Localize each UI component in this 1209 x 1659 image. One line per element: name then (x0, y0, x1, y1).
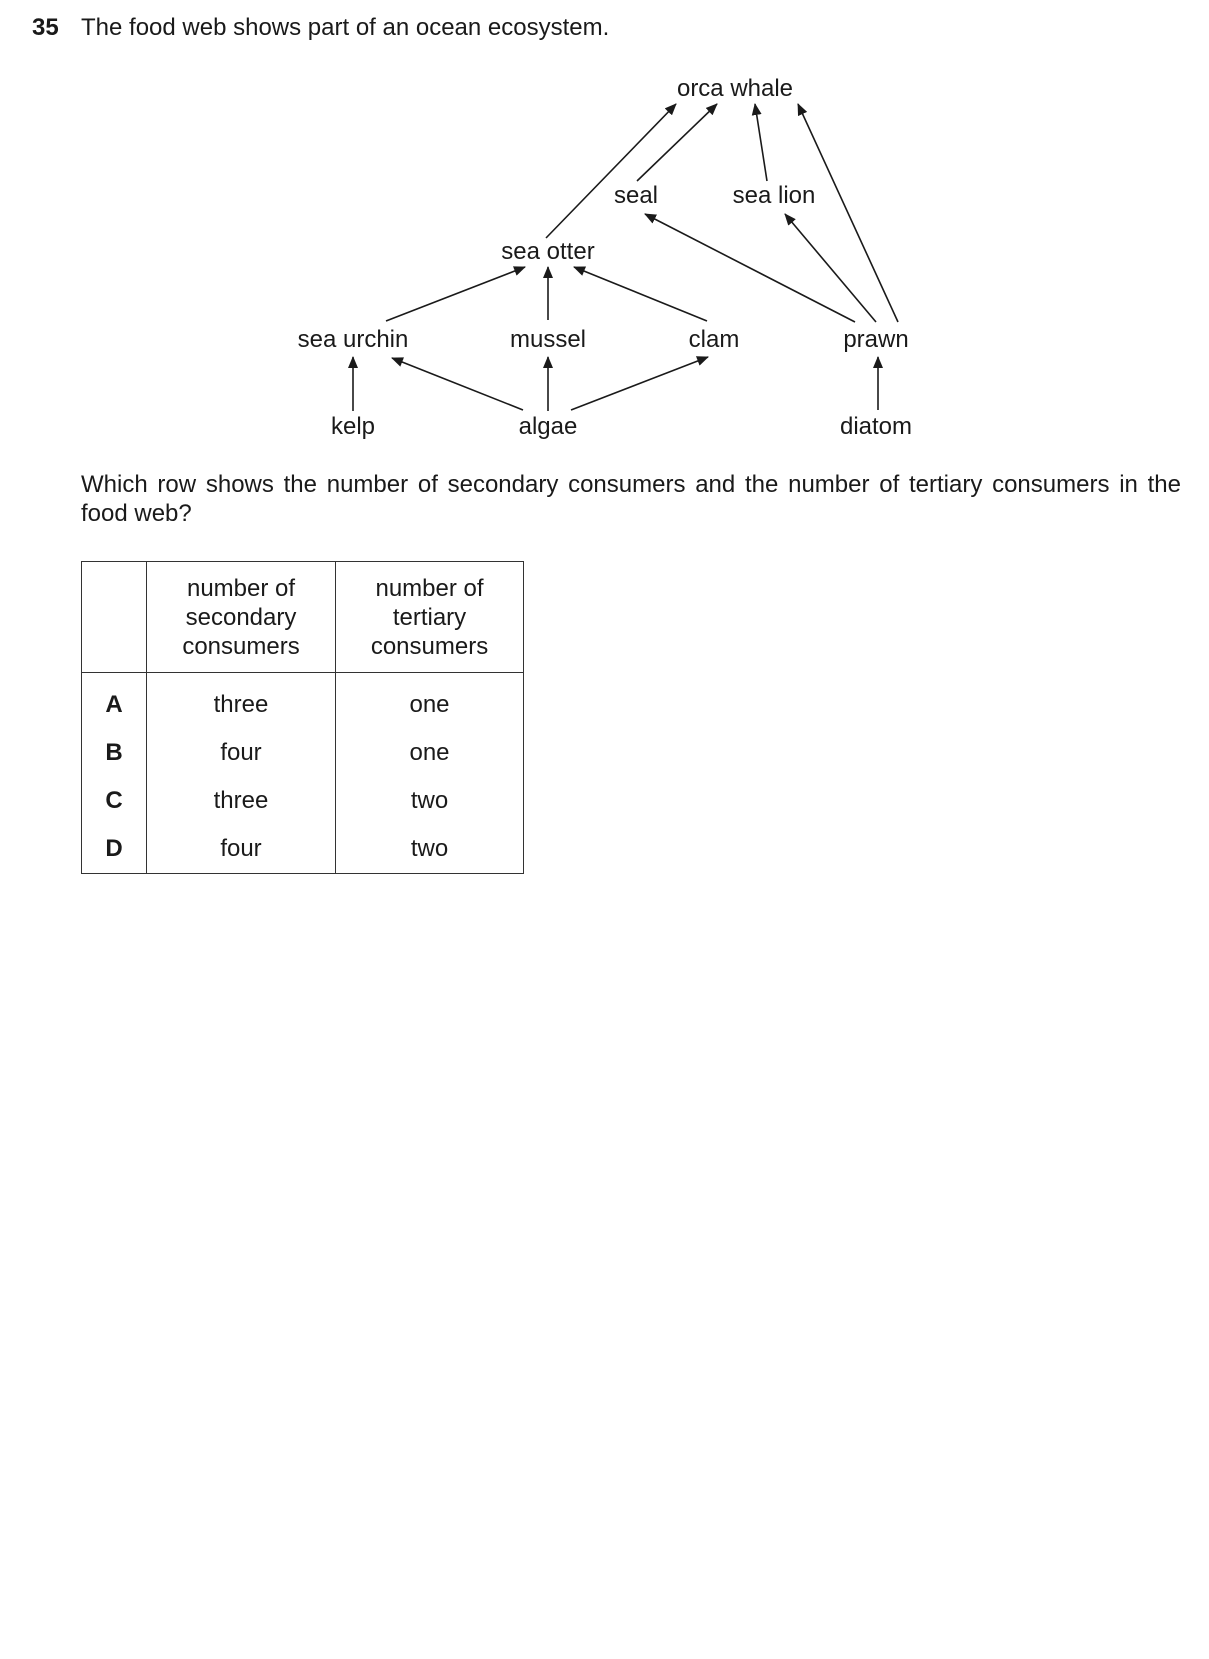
tertiary-count: two (336, 777, 524, 825)
arrow-clam-to-sea-otter (574, 267, 707, 321)
organism-prawn: prawn (843, 326, 909, 353)
organism-diatom: diatom (839, 413, 913, 440)
header-line: consumers (182, 632, 300, 660)
organism-sea-otter: sea otter (501, 238, 595, 265)
header-line: tertiary (392, 603, 467, 631)
header-line: number of (375, 574, 484, 602)
tertiary-count: two (336, 825, 524, 874)
option-letter: D (82, 825, 147, 874)
answer-table (81, 561, 524, 874)
organism-mussel: mussel (509, 326, 587, 353)
arrow-sea-otter-to-orca-whale (546, 104, 676, 238)
tertiary-count: one (336, 729, 524, 777)
organism-sea-urchin: sea urchin (297, 326, 409, 353)
answer-row-a (82, 673, 524, 730)
secondary-count: three (147, 673, 336, 730)
food-web-labels (298, 75, 912, 440)
secondary-count: three (147, 777, 336, 825)
header-line: number of (186, 574, 296, 602)
option-letter: A (82, 673, 147, 730)
arrow-seal-to-orca-whale (637, 104, 717, 181)
answer-row-d (82, 825, 524, 874)
tertiary-count: one (336, 673, 524, 730)
arrow-algae-to-clam (571, 357, 708, 410)
option-letter: C (82, 777, 147, 825)
arrow-algae-to-sea-urchin (392, 358, 523, 410)
answer-row-b (82, 729, 524, 777)
arrow-prawn-to-seal (645, 214, 855, 322)
food-web-diagram (0, 0, 1209, 460)
question-prompt: Which row shows the number of secondary consumers and the number of tertiary consumers in the food web? (81, 471, 1181, 527)
answer-row-c (82, 777, 524, 825)
secondary-count: four (147, 729, 336, 777)
organism-seal: seal (613, 182, 659, 209)
option-letter: B (82, 729, 147, 777)
secondary-count: four (147, 825, 336, 874)
answer-table-header (82, 562, 524, 673)
organism-kelp: kelp (330, 413, 376, 440)
arrow-sea-urchin-to-sea-otter (386, 267, 525, 321)
arrow-prawn-to-sea-lion (785, 214, 876, 322)
header-blank-cell (82, 562, 147, 673)
organism-algae: algae (518, 413, 578, 440)
header-line: consumers (370, 632, 489, 660)
organism-clam: clam (688, 326, 740, 353)
organism-sea-lion: sea lion (732, 182, 816, 209)
food-web-arrows (353, 104, 898, 411)
header-secondary-consumers (147, 562, 336, 673)
header-line: secondary (185, 603, 297, 631)
arrow-sea-lion-to-orca-whale (755, 104, 767, 181)
question-intro: The food web shows part of an ocean ecosystem. (81, 14, 610, 41)
organism-orca-whale: orca whale (676, 75, 794, 102)
header-tertiary-consumers (336, 562, 524, 673)
question-number: 35 (32, 14, 59, 41)
